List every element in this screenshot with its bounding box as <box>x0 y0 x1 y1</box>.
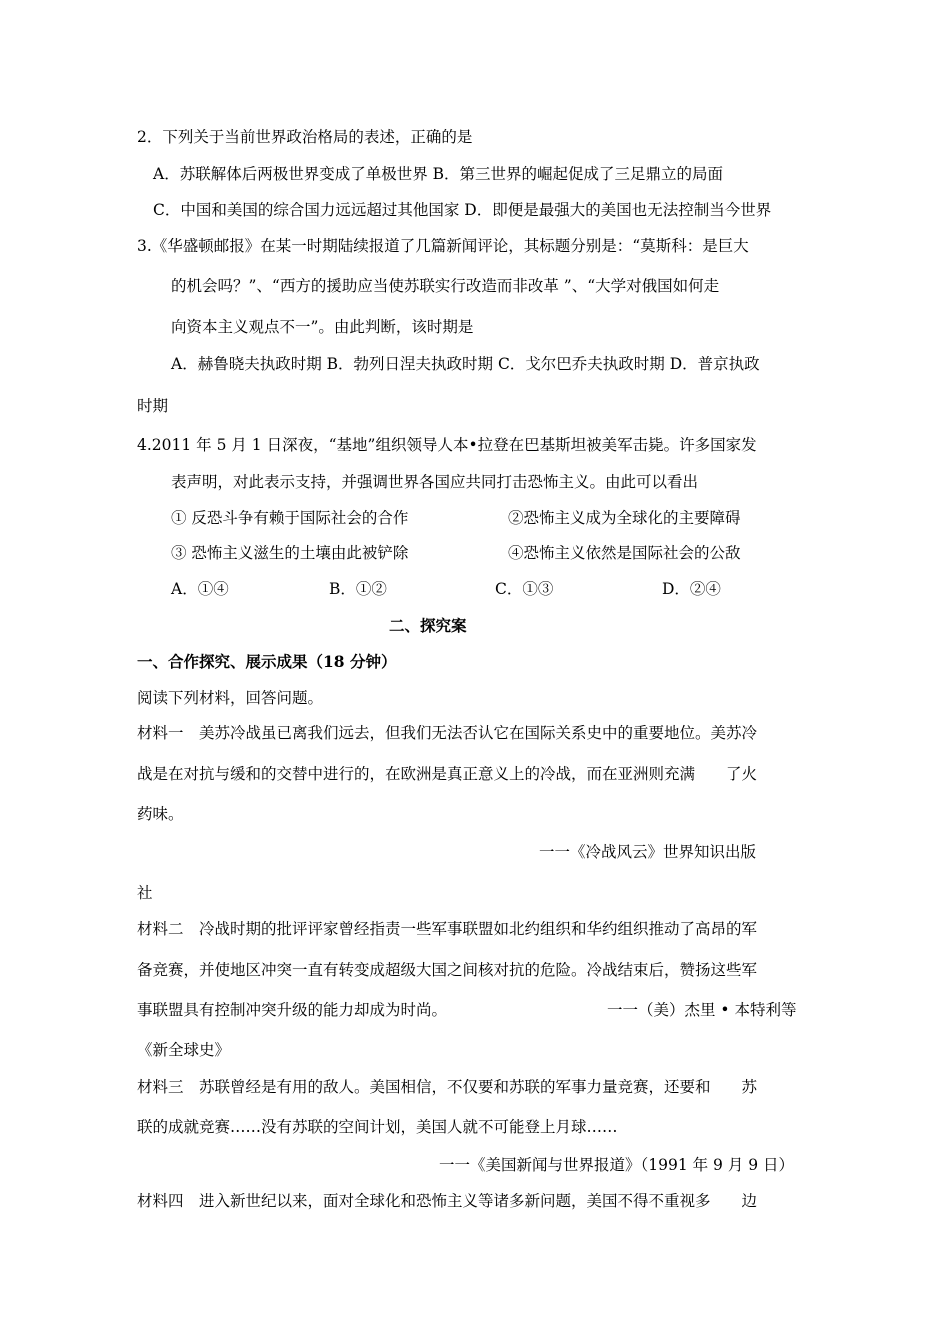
q4-option-a: A．①④ <box>171 580 229 598</box>
section-subtitle: 一、合作探究、展示成果（18 分钟） <box>137 652 397 671</box>
m1-line1: 材料一 美苏冷战虽已离我们远去，但我们无法否认它在国际关系史中的重要地位。美苏冷 <box>137 724 758 742</box>
q4-stem-line2: 表声明，对此表示支持，并强调世界各国应共同打击恐怖主义。由此可以看出 <box>171 473 699 491</box>
q4-item-1: ① 反恐斗争有赖于国际社会的合作 <box>171 509 409 527</box>
m3-line1: 材料三 苏联曾经是有用的敌人。美国相信，不仅要和苏联的军事力量竞赛，还要和 苏 <box>137 1078 758 1096</box>
m1-line2: 战是在对抗与缓和的交替中进行的，在欧洲是真正意义上的冷战，而在亚洲则充满 了火 <box>137 765 758 783</box>
q3-stem-line3: 向资本主义观点不一”。由此判断，该时期是 <box>171 318 474 336</box>
q2-options-line1: A．苏联解体后两极世界变成了单极世界 B．第三世界的崛起促成了三足鼎立的局面 <box>153 165 724 183</box>
q3-stem-line1: 3.《华盛顿邮报》在某一时期陆续报道了几篇新闻评论，其标题分别是：“莫斯科：是巨大 <box>137 237 749 255</box>
m2-line3: 事联盟具有控制冲突升级的能力却成为时尚。 <box>137 1001 448 1019</box>
q3-stem-line2: 的机会吗？”、“西方的援助应当使苏联实行改造而非改革 ”、“大学对俄国如何走 <box>171 277 720 295</box>
q4-items-row2 <box>171 543 821 563</box>
m2-source-book: 《新全球史》 <box>137 1041 231 1059</box>
section-intro: 阅读下列材料，回答问题。 <box>137 689 324 707</box>
m2-source-author: 一一（美）杰里 • 本特利等 <box>607 1001 797 1019</box>
q4-items-row1 <box>171 508 821 528</box>
q4-option-d: D．②④ <box>662 580 721 598</box>
q4-stem-line1: 4.2011 年 5 月 1 日深夜，“基地”组织领导人本•拉登在巴基斯坦被美军击毙。许多国家发 <box>137 436 757 454</box>
section-title: 二、探究案 <box>389 616 467 635</box>
m1-source-line2: 社 <box>137 884 153 902</box>
q2-options-line2: C．中国和美国的综合国力远远超过其他国家 D．即便是最强大的美国也无法控制当今世界 <box>153 201 772 219</box>
q2-stem: 2．下列关于当前世界政治格局的表述，正确的是 <box>137 128 473 146</box>
m4-line1: 材料四 进入新世纪以来，面对全球化和恐怖主义等诸多新问题，美国不得不重视多 边 <box>137 1192 758 1210</box>
m2-line2: 备竞赛，并使地区冲突一直有转变成超级大国之间核对抗的危险。冷战结束后，赞扬这些军 <box>137 961 758 979</box>
q4-item-4: ④恐怖主义依然是国际社会的公敌 <box>508 544 741 562</box>
q4-options-row <box>171 579 771 599</box>
m1-source-line1: 一一《冷战风云》世界知识出版 <box>539 843 757 861</box>
q3-options-line2: 时期 <box>137 397 169 415</box>
q4-item-2: ②恐怖主义成为全球化的主要障碍 <box>508 509 741 527</box>
q4-option-b: B．①② <box>329 580 387 598</box>
q3-options-line1: A．赫鲁晓夫执政时期 B．勃列日涅夫执政时期 C．戈尔巴乔夫执政时期 D．普京执政 <box>171 355 760 373</box>
m1-line3: 药味。 <box>137 805 184 823</box>
m2-line1: 材料二 冷战时期的批评评家曾经指责一些军事联盟如北约组织和华约组织推动了高昂的军 <box>137 920 758 938</box>
m3-source: 一一《美国新闻与世界报道》（1991 年 9 月 9 日） <box>439 1156 795 1174</box>
q4-item-3: ③ 恐怖主义滋生的土壤由此被铲除 <box>171 544 409 562</box>
m3-line2: 联的成就竞赛……没有苏联的空间计划，美国人就不可能登上月球…… <box>137 1118 618 1136</box>
q4-option-c: C．①③ <box>495 580 554 598</box>
